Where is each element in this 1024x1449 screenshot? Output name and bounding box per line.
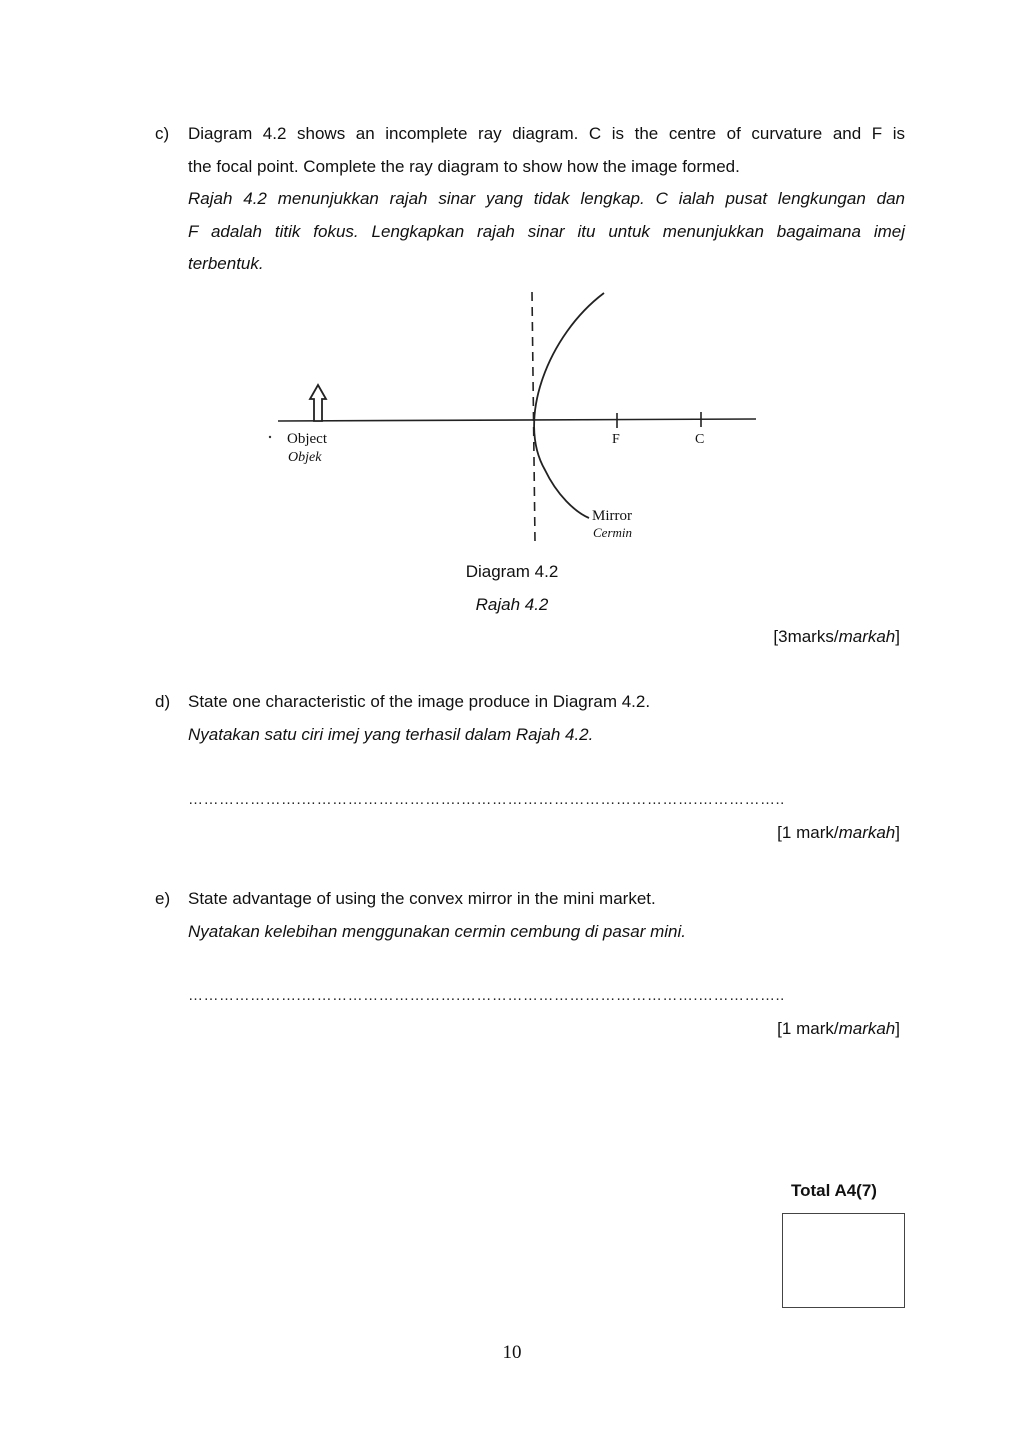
mirror-label-ms: Cermin [593,525,632,540]
question-e-answer-line[interactable]: ………………….………………………….……………………………………….…………….. [188,987,785,1004]
question-d-text-ms: Nyatakan satu ciri imej yang terhasil dalam Rajah 4.2. [188,724,594,744]
page-number: 10 [502,1342,522,1363]
centre-of-curvature-label: C [695,432,705,447]
object-label: Object [287,431,327,447]
question-c-marks: [3marks/markah] [773,627,900,646]
question-c-text-ms-1: Rajah 4.2 menunjukkan rajah sinar yang tidak lengkap. C ialah pusat lengkungan dan [188,189,905,208]
object-label-ms: Objek [288,450,322,465]
question-c-text-ms-2: F adalah titik fokus. Lengkapkan rajah sinar itu untuk menunjukkan bagaimana imej [188,221,905,241]
diagram-caption: Diagram 4.2 [465,562,559,581]
question-d-marks: [1 mark/markah] [777,823,900,842]
question-e [155,883,905,948]
question-c-text-en-2: the focal point. Complete the ray diagram to show how the image formed. [188,156,740,176]
question-e-marks: [1 mark/markah] [777,1019,900,1038]
question-c-text-en-1: Diagram 4.2 shows an incomplete ray diagram. C is the centre of curvature and F is [188,124,905,143]
question-e-text-en: State advantage of using the convex mirror in the mini market. [188,889,656,908]
question-d-text-en: State one characteristic of the image produce in Diagram 4.2. [188,692,651,711]
question-c-letter: c) [155,124,170,143]
axis-left-dot [269,436,271,438]
question-e-text-ms: Nyatakan kelebihan menggunakan cermin cembung di pasar mini. [188,921,687,941]
total-score-box[interactable] [782,1213,905,1308]
question-d-letter: d) [155,692,171,711]
diagram-caption-ms: Rajah 4.2 [475,595,549,614]
question-d [155,686,905,751]
ray-diagram [0,0,1024,560]
principal-axis [278,419,756,421]
mirror-label: Mirror [592,508,632,524]
question-c-text-ms-3: terbentuk. [188,254,264,273]
question-d-answer-line[interactable]: ………………….………………………….……………………………………….…………….. [188,791,785,808]
total-label: Total A4(7) [791,1181,877,1200]
convex-mirror-curve [534,293,604,518]
object-arrow-icon [310,385,326,421]
question-e-letter: e) [155,889,171,908]
focal-point-label: F [612,432,620,447]
